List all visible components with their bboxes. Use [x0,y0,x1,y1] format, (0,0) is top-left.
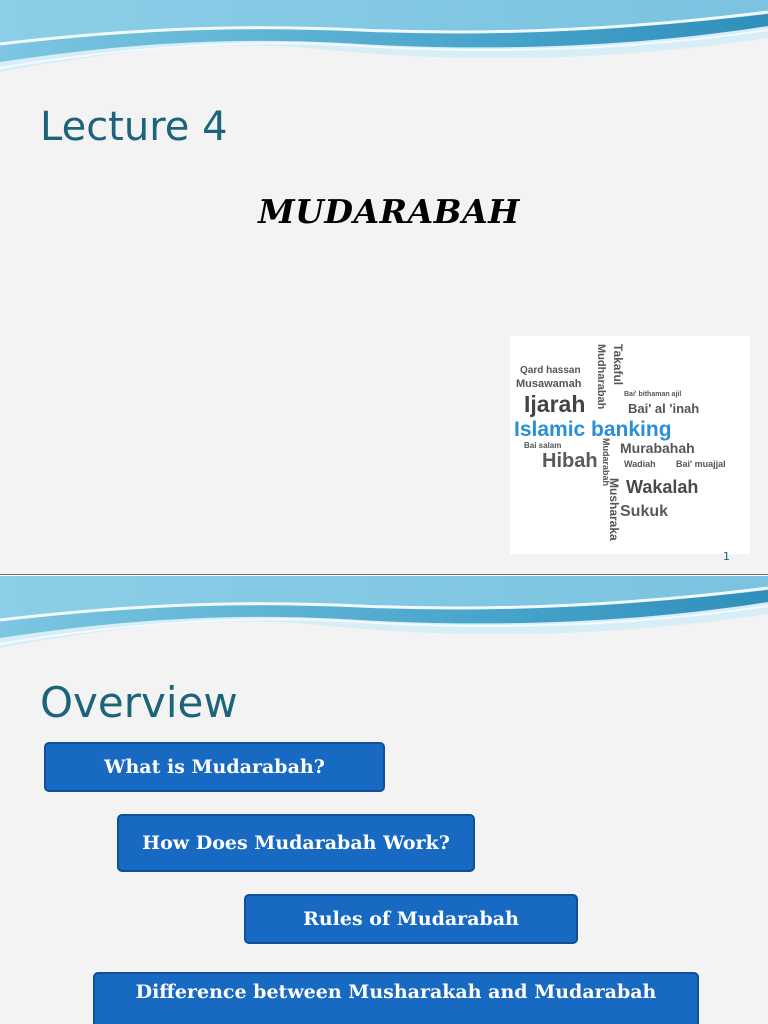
topic-how-mudarabah-works-button[interactable]: How Does Mudarabah Work? [117,814,475,872]
word-musawamah: Musawamah [516,378,582,390]
word-bai-al-inah: Bai' al 'inah [628,401,700,416]
topic-rules-of-mudarabah-button[interactable]: Rules of Mudarabah [244,894,578,944]
word-takaful: Takaful [611,344,625,386]
word-murabahah: Murabahah [620,440,695,456]
word-ijarah: Ijarah [524,391,586,417]
word-bai-bithaman-ajil: Bai' bithaman ajil [624,391,682,398]
word-hibah: Hibah [542,450,598,472]
topic-what-is-mudarabah-button[interactable]: What is Mudarabah? [44,742,385,792]
header-wave-decoration [0,0,768,90]
word-qard-hassan: Qard hassan [520,365,581,376]
slide-title: Overview [40,678,238,727]
word-mudarabah: Mudarabah [601,438,611,487]
word-wadiah: Wadiah [624,459,656,469]
slide-2 [0,576,768,1024]
slide-title: Lecture 4 [40,104,228,150]
word-mudharabah: Mudharabah [595,344,607,410]
word-bai-salam: Bai salam [524,441,562,450]
slide-subtitle: MUDARABAH [258,192,520,231]
word-wakalah: Wakalah [626,477,699,497]
word-bai-muajjal: Bai' muajjal [676,459,726,469]
page-number: 1 [723,550,730,563]
topic-difference-musharakah-mudarabah-button[interactable]: Difference between Musharakah and Mudarabah [93,972,699,1024]
word-islamic-banking: Islamic banking [514,418,672,441]
word-musharaka: Musharaka [607,478,621,541]
islamic-banking-word-cloud-image [510,336,750,554]
header-wave-decoration [0,576,768,666]
word-sukuk: Sukuk [620,503,669,520]
